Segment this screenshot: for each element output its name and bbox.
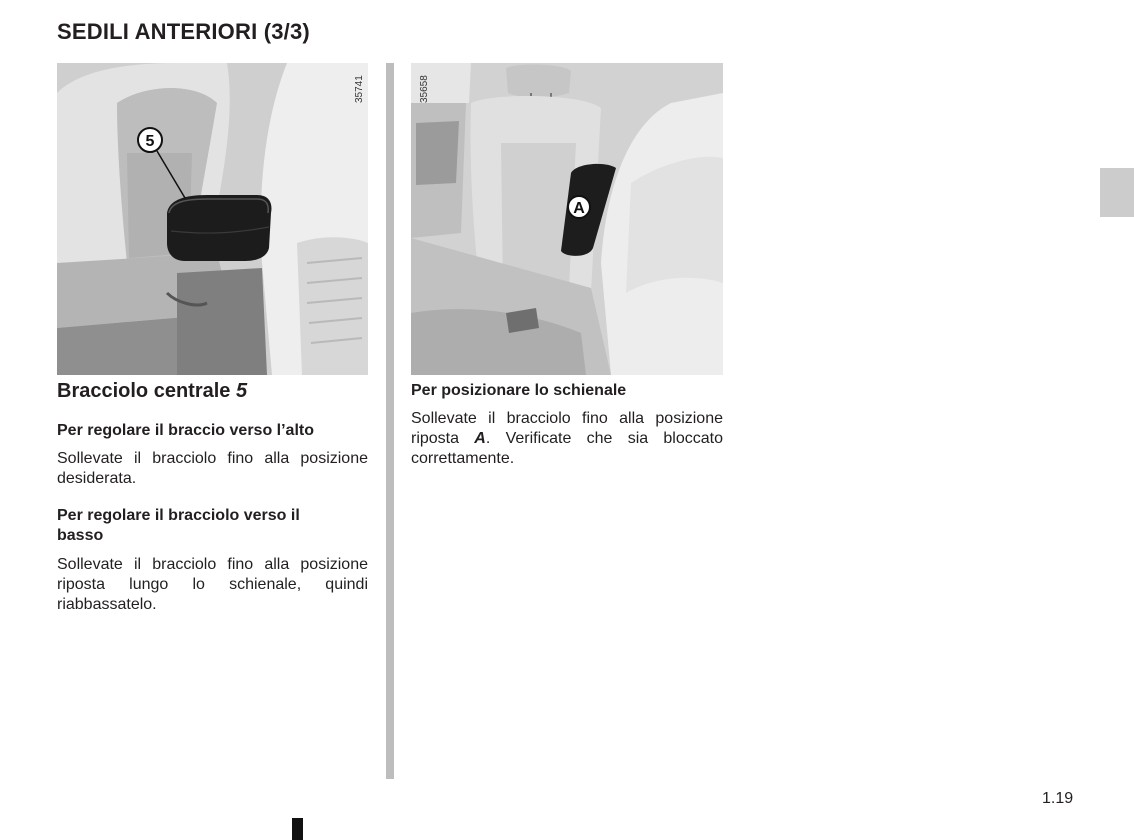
chapter-tab [1100, 168, 1134, 217]
armrest-photo [57, 63, 368, 375]
column-divider [386, 63, 394, 779]
callout-5: 5 [145, 133, 155, 150]
raise-armrest-title: Per regolare il braccio verso l’alto [57, 422, 314, 439]
lower-armrest-text-content: Sollevate il bracciolo fino alla posizione riposta lungo lo schienale, quindi riabbassatelo. [57, 556, 368, 613]
page-number: 1.19 [1042, 790, 1074, 807]
backrest-text-before: Sollevate il bracciolo fino alla posizione riposta [411, 410, 723, 447]
armrest-heading-ref: 5 [235, 380, 248, 402]
backrest-photo [411, 63, 723, 375]
figure-code-right: 35658 [419, 75, 430, 103]
raise-armrest-text [57, 449, 368, 489]
backrest-title: Per posizionare lo schienale [411, 382, 627, 399]
armrest-heading-text: Bracciolo centrale [57, 380, 231, 402]
armrest-illustration [57, 63, 368, 375]
backrest-text-after: . Verificate che sia bloccato correttamente. [411, 430, 724, 467]
figure-code-left: 35741 [354, 75, 365, 103]
page-title: SEDILI ANTERIORI (3/3) [57, 19, 310, 44]
crop-mark [292, 818, 303, 840]
backrest-text [411, 409, 723, 469]
raise-armrest-text-content: Sollevate il bracciolo fino alla posizione desiderata. [57, 450, 368, 487]
backrest-text-ref: A [474, 430, 486, 447]
callout-a: A [573, 200, 585, 217]
lower-armrest-text [57, 555, 368, 615]
armrest-heading [57, 380, 247, 403]
backrest-illustration [411, 63, 723, 375]
lower-armrest-title: Per regolare il bracciolo verso il basso [57, 507, 300, 544]
